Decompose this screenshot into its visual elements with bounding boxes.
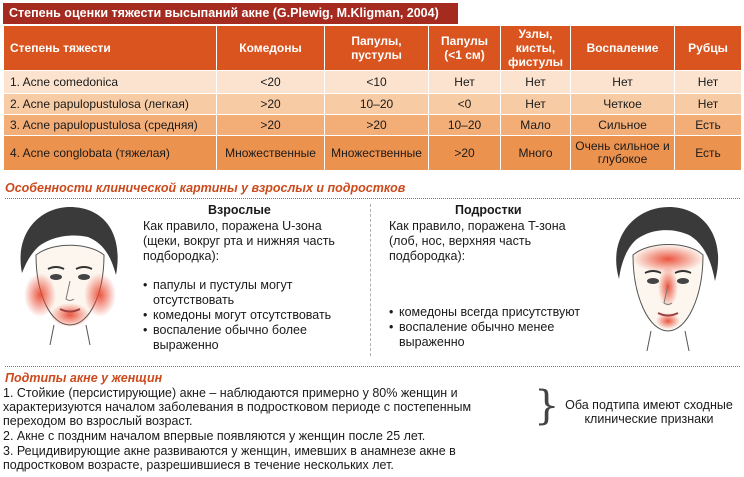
section-divider [5, 366, 740, 367]
subtypes-section-title: Подтипы акне у женщин [5, 371, 163, 385]
table-cell: Множественные [325, 136, 429, 171]
table-header-row [4, 26, 742, 71]
table-cell: >20 [429, 136, 501, 171]
clinical-section-title: Особенности клинической картины у взрослых и подростков [5, 181, 406, 195]
severity-table [3, 25, 742, 171]
brace-icon: } [534, 383, 560, 429]
table-cell: 2. Acne papulopustulosa (легкая) [4, 94, 217, 115]
table-cell: Очень сильное и глубокое [571, 136, 675, 171]
table-cell: Нет [501, 71, 571, 94]
teens-bullets [389, 305, 604, 350]
table-cell: >20 [217, 115, 325, 136]
table-cell: <20 [217, 71, 325, 94]
adults-heading: Взрослые [208, 203, 271, 217]
table-cell: 3. Acne papulopustulosa (средняя) [4, 115, 217, 136]
table-cell: 1. Acne comedonica [4, 71, 217, 94]
list-item: • комедоны могут отсутствовать [143, 308, 368, 323]
column-divider [370, 204, 371, 356]
list-item: 1. Стойкие (персистирующие) акне – наблюдаются примерно у 80% женщин и характеризуются началом заболевания в подростковом периоде с постепенным переходом во взрослый возраст. [3, 386, 472, 428]
table-cell: Мало [501, 115, 571, 136]
table-cell: <10 [325, 71, 429, 94]
table-row [4, 94, 742, 115]
table-cell: >20 [217, 94, 325, 115]
teens-heading: Подростки [455, 203, 522, 217]
list-item: • воспаление обычно более выраженно [143, 323, 368, 353]
table-cell: Нет [429, 71, 501, 94]
list-item: 3. Рецидивирующие акне развиваются у женщин, имевших в анамнезе акне в подростковом возрасте, разрешившиеся в течение нескольких лет. [3, 444, 456, 472]
table-cell: Нет [571, 71, 675, 94]
table-cell: Нет [501, 94, 571, 115]
teens-description: Как правило, поражена T-зона (лоб, нос, верхняя часть подбородка): [389, 219, 566, 263]
adults-description: Как правило, поражена U-зона (щеки, вокруг рта и нижняя часть подбородка): [143, 219, 335, 263]
header-nodules: Узлы, кисты, фистулы [501, 26, 571, 71]
header-inflammation: Воспаление [571, 26, 675, 71]
section-divider [5, 198, 740, 199]
table-cell: Нет [675, 94, 742, 115]
subtypes-list [3, 386, 531, 473]
table-cell: Сильное [571, 115, 675, 136]
list-item: • воспаление обычно менее выраженно [389, 320, 604, 350]
header-papules-small: Папулы (<1 см) [429, 26, 501, 71]
header-comedones: Комедоны [217, 26, 325, 71]
teen-face-illustration [605, 203, 730, 351]
header-scars: Рубцы [675, 26, 742, 71]
table-row [4, 71, 742, 94]
table-cell: Есть [675, 136, 742, 171]
table-cell: Множественные [217, 136, 325, 171]
table-cell: Четкое [571, 94, 675, 115]
table-cell: Много [501, 136, 571, 171]
table-cell: >20 [325, 115, 429, 136]
table-row [4, 136, 742, 171]
table-cell: Есть [675, 115, 742, 136]
table-row [4, 115, 742, 136]
table-cell: 10–20 [429, 115, 501, 136]
header-severity: Степень тяжести [4, 26, 217, 71]
table-cell: <0 [429, 94, 501, 115]
table-cell: 10–20 [325, 94, 429, 115]
table-cell: Нет [675, 71, 742, 94]
adult-face-illustration [10, 203, 128, 345]
subtypes-note: Оба подтипа имеют сходные клинические признаки [565, 398, 733, 426]
list-item: • комедоны всегда присутствуют [389, 305, 604, 320]
list-item: • папулы и пустулы могут отсутствовать [143, 278, 368, 308]
list-item: 2. Акне с поздним началом впервые появляются у женщин после 25 лет. [3, 429, 426, 443]
adults-bullets [143, 278, 368, 353]
header-papules-pustules: Папулы, пустулы [325, 26, 429, 71]
table-title: Степень оценки тяжести высыпаний акне (G.Plewig, M.Kligman, 2004) [3, 3, 458, 24]
table-cell: 4. Acne conglobata (тяжелая) [4, 136, 217, 171]
